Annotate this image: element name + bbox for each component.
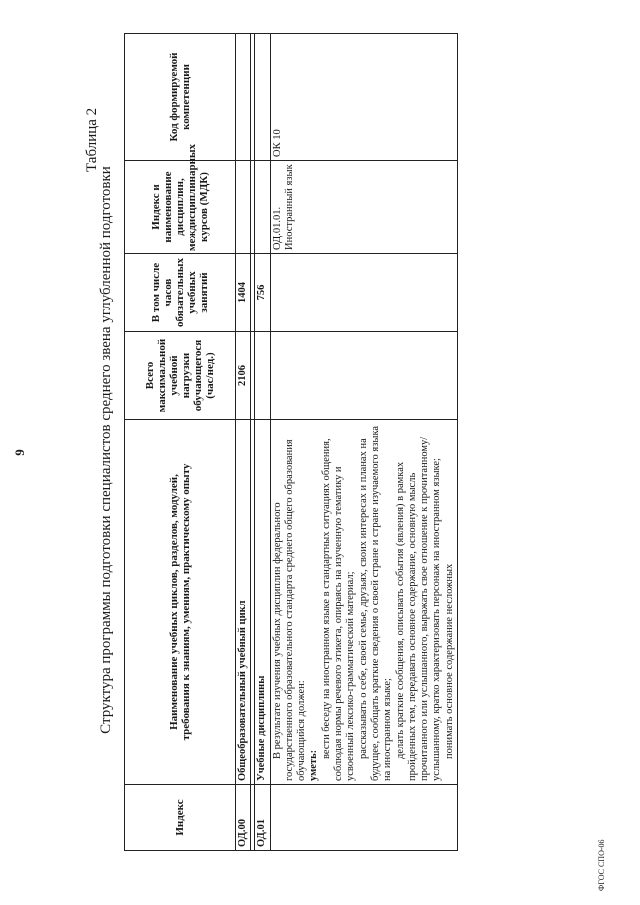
header-discipline: Индекс и наименование дисциплин, междисциплинарных курсов (МДК) bbox=[125, 161, 236, 254]
skills-label: уметь: bbox=[308, 749, 320, 781]
header-max-load: Всего максимальной учебной нагрузки обучающегося (час/нед.) bbox=[125, 332, 236, 420]
competence-code: ОК 10 bbox=[270, 34, 457, 161]
row-name: Общеобразовательный учебный цикл bbox=[236, 420, 251, 785]
skill-item: вести беседу на иностранном языке в стандартных ситуациях общения, соблюдая нормы речевого этикета, опираясь на изученную тематику и усвоенный лексико-грамматический материал; bbox=[320, 438, 357, 781]
footer: ФГОС СПО-06 bbox=[597, 839, 606, 891]
header-index: Индекс bbox=[125, 785, 236, 851]
page-number: 9 bbox=[12, 449, 27, 456]
row-index: ОД.01 bbox=[255, 785, 270, 851]
table-row bbox=[255, 34, 270, 851]
table-row bbox=[236, 34, 251, 851]
header-mandatory: В том числе часов обязательных учебных занятий bbox=[125, 254, 236, 332]
structure-table bbox=[124, 33, 458, 851]
header-competence: Код формируемой компетенции bbox=[125, 34, 236, 161]
skill-item: рассказывать о себе, своей семье, друзьях, своих интересах и планах на будущее, сообщать краткие сведения о своей стране и стране изучаемого языка на иностранном языке; bbox=[357, 425, 394, 781]
row-name: Учебные дисциплины bbox=[255, 420, 270, 785]
row-max-load: 2106 bbox=[236, 332, 251, 420]
row-mandatory: 1404 bbox=[236, 254, 251, 332]
row-competence bbox=[236, 34, 251, 161]
skill-item: понимать основное содержание несложных bbox=[443, 563, 455, 759]
row-competence bbox=[255, 34, 270, 161]
document-title: Структура программы подготовки специалистов среднего звена углубленной подготовки bbox=[98, 166, 114, 734]
row-max-load bbox=[255, 332, 270, 420]
header-row bbox=[125, 34, 236, 851]
row-mandatory: 756 bbox=[255, 254, 270, 332]
header-name: Наименование учебных циклов, разделов, модулей, требования к знаниям, умениям, практическому опыту bbox=[125, 420, 236, 785]
row-discipline bbox=[255, 161, 270, 254]
row-index: ОД.00 bbox=[236, 785, 251, 851]
intro-text: В результате изучения учебных дисциплин федерального государственного образовательного стандарта среднего общего образования обучающийся должен: bbox=[271, 439, 308, 781]
table-row bbox=[270, 34, 457, 851]
discipline-name: ОД.01.01. Иностранный язык bbox=[270, 161, 457, 254]
table-number: Таблица 2 bbox=[84, 107, 100, 172]
skill-item: делать краткие сообщения, описывать события (явления) в рамках пройденных тем, передавать основное содержание, основную мысль прочитанного или услышанного, выражать свое отношение к прочитанному/услышанному, кратко характеризовать персонаж на иностранном языке; bbox=[394, 436, 443, 781]
row-discipline bbox=[236, 161, 251, 254]
requirements-text bbox=[270, 420, 457, 785]
